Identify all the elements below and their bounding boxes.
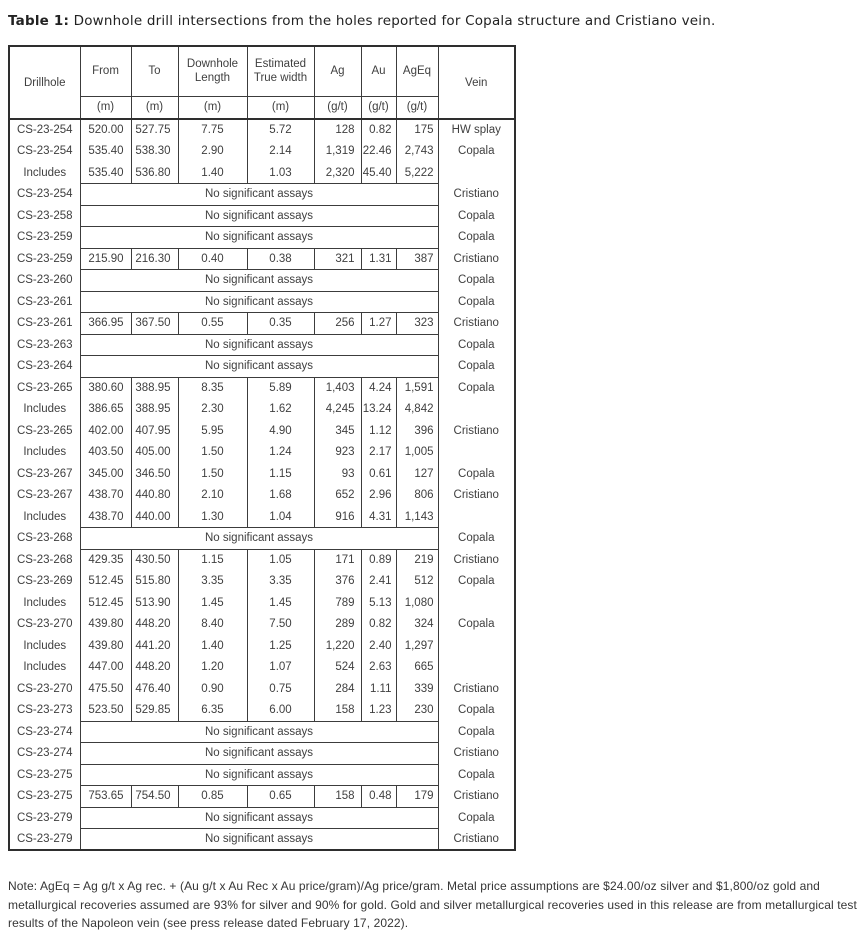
unit-au: (g/t) — [361, 96, 396, 119]
downhole-length-cell: 7.75 — [178, 119, 247, 141]
vein-cell — [438, 442, 515, 464]
vein-cell: Copala — [438, 463, 515, 485]
vein-cell: Cristiano — [438, 743, 515, 765]
true-width-cell: 3.35 — [247, 571, 314, 593]
ag-cell: 158 — [314, 786, 361, 808]
table-row — [9, 205, 515, 227]
from-cell: 535.40 — [80, 141, 131, 163]
from-cell: 380.60 — [80, 377, 131, 399]
au-cell: 1.31 — [361, 248, 396, 270]
drillhole-cell: CS-23-259 — [16, 231, 73, 244]
downhole-length-cell: 3.35 — [178, 571, 247, 593]
from-cell: 475.50 — [80, 678, 131, 700]
drillhole-cell: CS-23-258 — [16, 209, 73, 222]
table-header — [9, 46, 515, 119]
col-header-vein: Vein — [438, 46, 515, 119]
from-cell: 512.45 — [80, 592, 131, 614]
true-width-cell: 1.15 — [247, 463, 314, 485]
unit-ageq: (g/t) — [396, 96, 438, 119]
header-row-labels — [9, 46, 515, 96]
no-significant-assays-cell: No significant assays — [80, 205, 438, 227]
table-row — [9, 248, 515, 270]
vein-cell: Cristiano — [438, 313, 515, 335]
table-row — [9, 485, 515, 507]
no-significant-assays-cell: No significant assays — [80, 721, 438, 743]
true-width-cell: 1.03 — [247, 162, 314, 184]
col-header-true-width: Estimated True width — [247, 46, 314, 96]
to-cell: 216.30 — [131, 248, 178, 270]
true-width-cell: 7.50 — [247, 614, 314, 636]
ag-cell: 652 — [314, 485, 361, 507]
table-caption — [8, 12, 858, 30]
vein-cell: Cristiano — [438, 786, 515, 808]
table-caption-label: Table 1: — [8, 13, 70, 29]
no-significant-assays-cell: No significant assays — [80, 743, 438, 765]
table-row — [9, 291, 515, 313]
vein-cell: Copala — [438, 377, 515, 399]
vein-cell: Copala — [438, 291, 515, 313]
no-significant-assays-cell: No significant assays — [80, 334, 438, 356]
downhole-length-cell: 1.45 — [178, 592, 247, 614]
no-significant-assays-cell: No significant assays — [80, 356, 438, 378]
from-cell: 402.00 — [80, 420, 131, 442]
to-cell: 405.00 — [131, 442, 178, 464]
drillhole-cell: CS-23-270 — [16, 682, 73, 695]
drillhole-cell: CS-23-270 — [16, 618, 73, 631]
ageq-cell: 339 — [396, 678, 438, 700]
to-cell: 440.00 — [131, 506, 178, 528]
downhole-length-cell: 2.30 — [178, 399, 247, 421]
table-body — [9, 119, 515, 850]
unit-downhole-length: (m) — [178, 96, 247, 119]
drillhole-cell: Includes — [23, 661, 67, 674]
drillhole-cell: Includes — [23, 446, 67, 459]
downhole-length-cell: 8.40 — [178, 614, 247, 636]
au-cell: 22.46 — [361, 141, 396, 163]
ag-cell: 916 — [314, 506, 361, 528]
col-header-to: To — [131, 46, 178, 96]
au-cell: 1.12 — [361, 420, 396, 442]
table-row — [9, 399, 515, 421]
table-row — [9, 786, 515, 808]
vein-cell — [438, 399, 515, 421]
table-row — [9, 635, 515, 657]
drillhole-cell: CS-23-264 — [16, 360, 73, 373]
vein-cell: Copala — [438, 571, 515, 593]
true-width-cell: 1.04 — [247, 506, 314, 528]
drillhole-cell: CS-23-261 — [16, 317, 73, 330]
drillhole-cell: CS-23-254 — [16, 124, 73, 137]
drillhole-cell: CS-23-265 — [16, 424, 73, 437]
vein-cell: Copala — [438, 356, 515, 378]
au-cell: 0.48 — [361, 786, 396, 808]
ageq-cell: 324 — [396, 614, 438, 636]
drillhole-cell: CS-23-261 — [16, 295, 73, 308]
vein-cell: Copala — [438, 700, 515, 722]
ag-cell: 4,245 — [314, 399, 361, 421]
drillhole-cell: CS-23-279 — [16, 832, 73, 845]
downhole-length-cell: 6.35 — [178, 700, 247, 722]
vein-cell: HW splay — [438, 119, 515, 141]
vein-cell: Copala — [438, 614, 515, 636]
from-cell: 523.50 — [80, 700, 131, 722]
au-cell: 13.24 — [361, 399, 396, 421]
downhole-length-cell: 1.30 — [178, 506, 247, 528]
ageq-cell: 179 — [396, 786, 438, 808]
ag-cell: 284 — [314, 678, 361, 700]
from-cell: 345.00 — [80, 463, 131, 485]
ageq-cell: 1,080 — [396, 592, 438, 614]
downhole-length-cell: 0.90 — [178, 678, 247, 700]
from-cell: 439.80 — [80, 635, 131, 657]
true-width-cell: 0.75 — [247, 678, 314, 700]
table-caption-text: Downhole drill intersections from the holes reported for Copala structure and Cristiano vein. — [69, 13, 716, 29]
ag-cell: 345 — [314, 420, 361, 442]
ageq-cell: 1,143 — [396, 506, 438, 528]
col-header-au: Au — [361, 46, 396, 96]
table-row — [9, 420, 515, 442]
from-cell: 447.00 — [80, 657, 131, 679]
vein-cell: Copala — [438, 141, 515, 163]
table-row — [9, 807, 515, 829]
au-cell: 0.82 — [361, 614, 396, 636]
from-cell: 512.45 — [80, 571, 131, 593]
unit-to: (m) — [131, 96, 178, 119]
downhole-length-cell: 1.50 — [178, 463, 247, 485]
table-row — [9, 119, 515, 141]
vein-cell: Cristiano — [438, 829, 515, 851]
true-width-cell: 4.90 — [247, 420, 314, 442]
ageq-cell: 175 — [396, 119, 438, 141]
ag-cell: 524 — [314, 657, 361, 679]
from-cell: 439.80 — [80, 614, 131, 636]
ageq-cell: 1,591 — [396, 377, 438, 399]
downhole-length-cell: 2.10 — [178, 485, 247, 507]
vein-cell: Cristiano — [438, 549, 515, 571]
vein-cell: Cristiano — [438, 485, 515, 507]
true-width-cell: 5.72 — [247, 119, 314, 141]
drill-results-table — [8, 45, 516, 851]
ageq-cell: 4,842 — [396, 399, 438, 421]
to-cell: 367.50 — [131, 313, 178, 335]
drillhole-cell: CS-23-279 — [16, 811, 73, 824]
vein-cell: Copala — [438, 764, 515, 786]
ag-cell: 789 — [314, 592, 361, 614]
au-cell: 1.11 — [361, 678, 396, 700]
true-width-cell: 0.35 — [247, 313, 314, 335]
col-header-ageq: AgEq — [396, 46, 438, 96]
table-row — [9, 184, 515, 206]
drillhole-cell: CS-23-267 — [16, 489, 73, 502]
drillhole-cell: CS-23-273 — [16, 704, 73, 717]
downhole-length-cell: 1.40 — [178, 162, 247, 184]
downhole-length-cell: 0.40 — [178, 248, 247, 270]
au-cell: 1.23 — [361, 700, 396, 722]
drillhole-cell: CS-23-268 — [16, 553, 73, 566]
ageq-cell: 219 — [396, 549, 438, 571]
true-width-cell: 1.45 — [247, 592, 314, 614]
table-row — [9, 506, 515, 528]
drillhole-cell: Includes — [23, 510, 67, 523]
au-cell: 0.89 — [361, 549, 396, 571]
to-cell: 448.20 — [131, 657, 178, 679]
vein-cell: Copala — [438, 334, 515, 356]
au-cell: 2.41 — [361, 571, 396, 593]
no-significant-assays-cell: No significant assays — [80, 291, 438, 313]
drillhole-cell: CS-23-254 — [16, 188, 73, 201]
no-significant-assays-cell: No significant assays — [80, 184, 438, 206]
true-width-cell: 1.25 — [247, 635, 314, 657]
table-row — [9, 614, 515, 636]
to-cell: 476.40 — [131, 678, 178, 700]
table-row — [9, 356, 515, 378]
table-row — [9, 377, 515, 399]
drillhole-cell: CS-23-260 — [16, 274, 73, 287]
to-cell: 346.50 — [131, 463, 178, 485]
table-row — [9, 162, 515, 184]
ag-cell: 1,319 — [314, 141, 361, 163]
ageq-cell: 5,222 — [396, 162, 438, 184]
true-width-cell: 1.24 — [247, 442, 314, 464]
unit-true-width: (m) — [247, 96, 314, 119]
ag-cell: 93 — [314, 463, 361, 485]
ag-cell: 1,220 — [314, 635, 361, 657]
au-cell: 4.24 — [361, 377, 396, 399]
vein-cell — [438, 657, 515, 679]
downhole-length-cell: 2.90 — [178, 141, 247, 163]
from-cell: 753.65 — [80, 786, 131, 808]
table-row — [9, 227, 515, 249]
from-cell: 215.90 — [80, 248, 131, 270]
true-width-cell: 1.07 — [247, 657, 314, 679]
from-cell: 429.35 — [80, 549, 131, 571]
ag-cell: 2,320 — [314, 162, 361, 184]
ageq-cell: 323 — [396, 313, 438, 335]
au-cell: 0.82 — [361, 119, 396, 141]
ag-cell: 376 — [314, 571, 361, 593]
drillhole-cell: CS-23-263 — [16, 338, 73, 351]
drillhole-cell: CS-23-274 — [16, 725, 73, 738]
true-width-cell: 1.62 — [247, 399, 314, 421]
to-cell: 538.30 — [131, 141, 178, 163]
col-header-downhole-length: Downhole Length — [178, 46, 247, 96]
true-width-cell: 0.38 — [247, 248, 314, 270]
from-cell: 438.70 — [80, 485, 131, 507]
downhole-length-cell: 1.50 — [178, 442, 247, 464]
table-row — [9, 571, 515, 593]
to-cell: 388.95 — [131, 377, 178, 399]
col-header-drillhole: Drillhole — [9, 46, 80, 119]
drillhole-cell: Includes — [23, 403, 67, 416]
au-cell: 2.17 — [361, 442, 396, 464]
from-cell: 535.40 — [80, 162, 131, 184]
ag-cell: 321 — [314, 248, 361, 270]
footnote: Note: AgEq = Ag g/t x Ag rec. + (Au g/t x Au Rec x Au price/gram)/Ag price/gram. Metal price assumptions are $24.00/oz silver and $1,800/oz gold and metallurgical recoveries assumed are 93% for silver and 90% for gold. Gold and silver metallurgical recoveries used in this release are from metallurgical test results of the Napoleon vein (see press release dated February 17, 2022). — [8, 879, 857, 931]
table-row — [9, 334, 515, 356]
ageq-cell: 1,005 — [396, 442, 438, 464]
true-width-cell: 5.89 — [247, 377, 314, 399]
no-significant-assays-cell: No significant assays — [80, 829, 438, 851]
drillhole-cell: CS-23-267 — [16, 467, 73, 480]
from-cell: 438.70 — [80, 506, 131, 528]
downhole-length-cell: 5.95 — [178, 420, 247, 442]
ageq-cell: 387 — [396, 248, 438, 270]
vein-cell: Copala — [438, 528, 515, 550]
ag-cell: 171 — [314, 549, 361, 571]
no-significant-assays-cell: No significant assays — [80, 807, 438, 829]
table-row — [9, 442, 515, 464]
to-cell: 513.90 — [131, 592, 178, 614]
downhole-length-cell: 8.35 — [178, 377, 247, 399]
table-row — [9, 678, 515, 700]
to-cell: 754.50 — [131, 786, 178, 808]
au-cell: 4.31 — [361, 506, 396, 528]
to-cell: 529.85 — [131, 700, 178, 722]
true-width-cell: 6.00 — [247, 700, 314, 722]
ageq-cell: 1,297 — [396, 635, 438, 657]
table-row — [9, 141, 515, 163]
col-header-from: From — [80, 46, 131, 96]
drillhole-cell: CS-23-254 — [16, 145, 73, 158]
ag-cell: 128 — [314, 119, 361, 141]
vein-cell: Cristiano — [438, 420, 515, 442]
col-header-ag: Ag — [314, 46, 361, 96]
downhole-length-cell: 1.40 — [178, 635, 247, 657]
table-row — [9, 657, 515, 679]
table-row — [9, 721, 515, 743]
table-row — [9, 528, 515, 550]
drillhole-cell: CS-23-259 — [16, 252, 73, 265]
unit-ag: (g/t) — [314, 96, 361, 119]
drillhole-cell: CS-23-274 — [16, 747, 73, 760]
vein-cell: Copala — [438, 807, 515, 829]
no-significant-assays-cell: No significant assays — [80, 764, 438, 786]
to-cell: 515.80 — [131, 571, 178, 593]
au-cell: 2.40 — [361, 635, 396, 657]
ageq-cell: 806 — [396, 485, 438, 507]
ageq-cell: 230 — [396, 700, 438, 722]
table-row — [9, 700, 515, 722]
to-cell: 440.80 — [131, 485, 178, 507]
ageq-cell: 2,743 — [396, 141, 438, 163]
drillhole-cell: CS-23-275 — [16, 768, 73, 781]
vein-cell: Copala — [438, 227, 515, 249]
to-cell: 407.95 — [131, 420, 178, 442]
no-significant-assays-cell: No significant assays — [80, 270, 438, 292]
ag-cell: 1,403 — [314, 377, 361, 399]
drillhole-cell: CS-23-268 — [16, 532, 73, 545]
true-width-cell: 1.68 — [247, 485, 314, 507]
to-cell: 527.75 — [131, 119, 178, 141]
downhole-length-cell: 0.85 — [178, 786, 247, 808]
ageq-cell: 512 — [396, 571, 438, 593]
no-significant-assays-cell: No significant assays — [80, 528, 438, 550]
drillhole-cell: CS-23-265 — [16, 381, 73, 394]
vein-cell: Cristiano — [438, 678, 515, 700]
vein-cell — [438, 162, 515, 184]
au-cell: 2.96 — [361, 485, 396, 507]
to-cell: 430.50 — [131, 549, 178, 571]
downhole-length-cell: 1.20 — [178, 657, 247, 679]
ag-cell: 256 — [314, 313, 361, 335]
ag-cell: 158 — [314, 700, 361, 722]
drillhole-cell: Includes — [23, 166, 67, 179]
vein-cell — [438, 635, 515, 657]
drillhole-cell: CS-23-269 — [16, 575, 73, 588]
downhole-length-cell: 0.55 — [178, 313, 247, 335]
table-row — [9, 764, 515, 786]
ageq-cell: 665 — [396, 657, 438, 679]
downhole-length-cell: 1.15 — [178, 549, 247, 571]
true-width-cell: 1.05 — [247, 549, 314, 571]
true-width-cell: 2.14 — [247, 141, 314, 163]
true-width-cell: 0.65 — [247, 786, 314, 808]
ag-cell: 289 — [314, 614, 361, 636]
drillhole-cell: CS-23-275 — [16, 790, 73, 803]
to-cell: 536.80 — [131, 162, 178, 184]
from-cell: 386.65 — [80, 399, 131, 421]
vein-cell — [438, 592, 515, 614]
vein-cell: Copala — [438, 270, 515, 292]
vein-cell: Cristiano — [438, 184, 515, 206]
to-cell: 441.20 — [131, 635, 178, 657]
to-cell: 448.20 — [131, 614, 178, 636]
unit-from: (m) — [80, 96, 131, 119]
table-row — [9, 313, 515, 335]
vein-cell — [438, 506, 515, 528]
to-cell: 388.95 — [131, 399, 178, 421]
table-row — [9, 270, 515, 292]
no-significant-assays-cell: No significant assays — [80, 227, 438, 249]
ageq-cell: 396 — [396, 420, 438, 442]
au-cell: 45.40 — [361, 162, 396, 184]
table-row — [9, 549, 515, 571]
au-cell: 0.61 — [361, 463, 396, 485]
drillhole-cell: Includes — [23, 596, 67, 609]
vein-cell: Cristiano — [438, 248, 515, 270]
table-row — [9, 743, 515, 765]
ag-cell: 923 — [314, 442, 361, 464]
vein-cell: Copala — [438, 721, 515, 743]
au-cell: 2.63 — [361, 657, 396, 679]
from-cell: 520.00 — [80, 119, 131, 141]
table-row — [9, 463, 515, 485]
table-row — [9, 592, 515, 614]
drillhole-cell: Includes — [23, 639, 67, 652]
au-cell: 5.13 — [361, 592, 396, 614]
au-cell: 1.27 — [361, 313, 396, 335]
ageq-cell: 127 — [396, 463, 438, 485]
vein-cell: Copala — [438, 205, 515, 227]
table-row — [9, 829, 515, 851]
from-cell: 366.95 — [80, 313, 131, 335]
from-cell: 403.50 — [80, 442, 131, 464]
